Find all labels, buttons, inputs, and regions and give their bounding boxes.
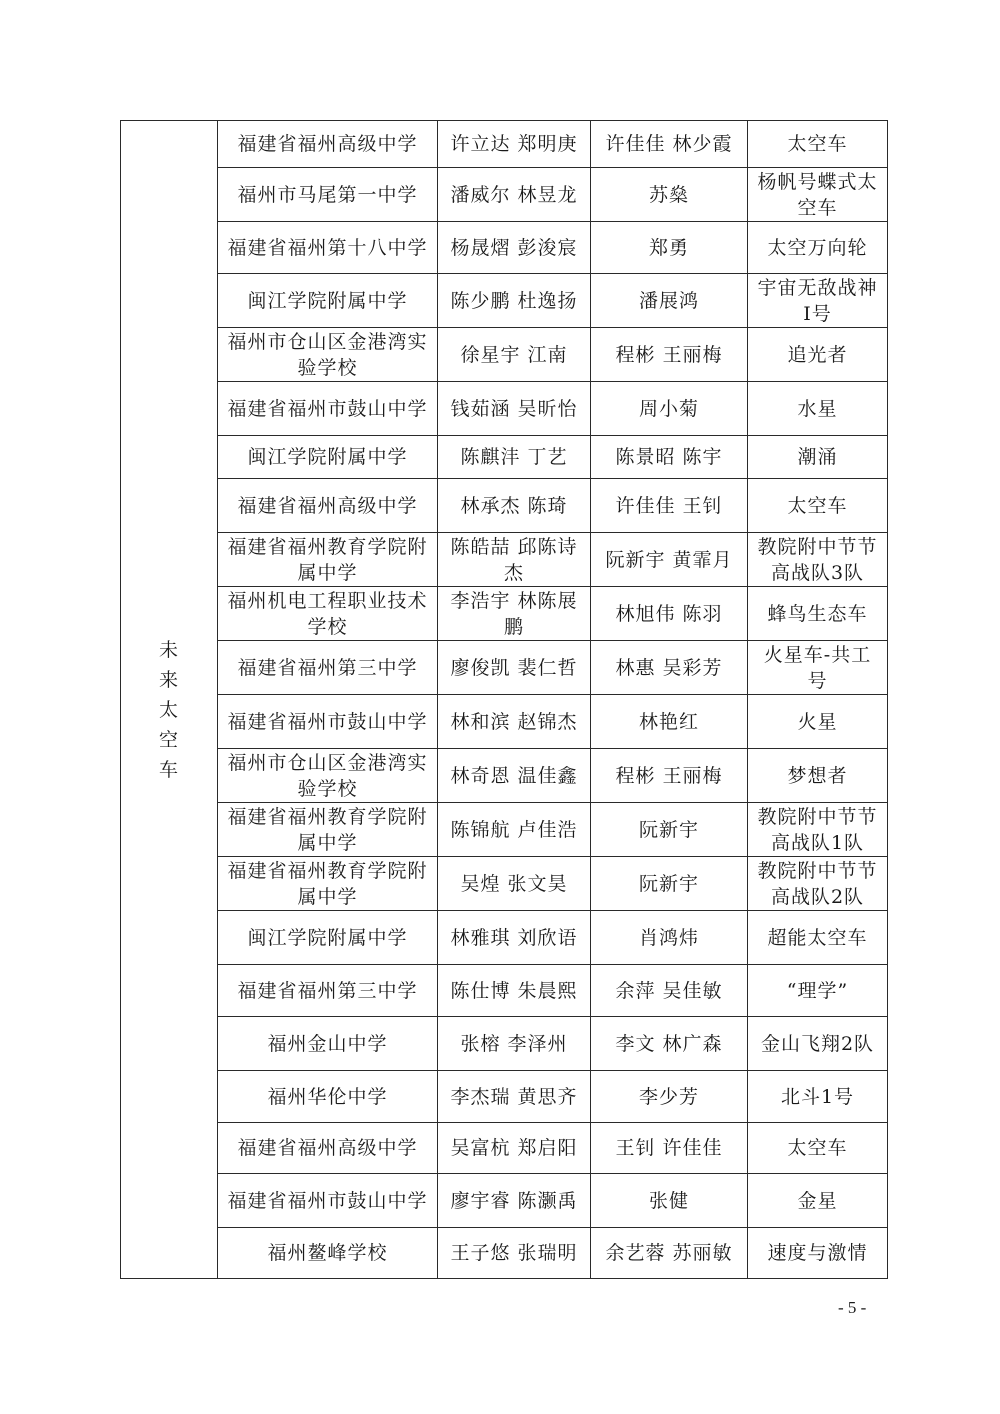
table-row: [121, 533, 888, 587]
students-cell: 潘威尔 林昱龙: [438, 168, 591, 222]
students-cell: 林承杰 陈琦: [438, 479, 591, 533]
students-cell: 吴煌 张文昊: [438, 857, 591, 911]
table-row: [121, 911, 888, 965]
work-cell: 水星: [748, 382, 888, 436]
school-cell: 福建省福州高级中学: [218, 121, 438, 168]
students-cell: 张榕 李泽州: [438, 1017, 591, 1071]
table-row: [121, 382, 888, 436]
teachers-cell: 许佳佳 王钊: [591, 479, 748, 533]
teachers-cell: 肖鸿炜: [591, 911, 748, 965]
school-cell: 福建省福州市鼓山中学: [218, 1174, 438, 1228]
students-cell: 陈少鹏 杜逸扬: [438, 274, 591, 328]
teachers-cell: 林旭伟 陈羽: [591, 587, 748, 641]
students-cell: 陈锦航 卢佳浩: [438, 803, 591, 857]
students-cell: 李浩宇 林陈展鹏: [438, 587, 591, 641]
school-cell: 福州鳌峰学校: [218, 1228, 438, 1279]
work-cell: 太空车: [748, 1123, 888, 1174]
teachers-cell: 许佳佳 林少霞: [591, 121, 748, 168]
teachers-cell: 程彬 王丽梅: [591, 328, 748, 382]
work-cell: 火星: [748, 695, 888, 749]
school-cell: 福州华伦中学: [218, 1071, 438, 1123]
students-cell: 许立达 郑明庚: [438, 121, 591, 168]
school-cell: 福建省福州第十八中学: [218, 222, 438, 274]
school-cell: 闽江学院附属中学: [218, 911, 438, 965]
table-row: [121, 1071, 888, 1123]
category-label: 未来太空车: [158, 638, 179, 781]
work-cell: 金山飞翔2队: [748, 1017, 888, 1071]
page-number: - 5 -: [838, 1298, 867, 1317]
teachers-cell: 程彬 王丽梅: [591, 749, 748, 803]
students-cell: 李杰瑞 黄思齐: [438, 1071, 591, 1123]
table-row: [121, 328, 888, 382]
teachers-cell: 阮新宇: [591, 857, 748, 911]
work-cell: 潮涌: [748, 436, 888, 479]
students-cell: 廖宇睿 陈灏禹: [438, 1174, 591, 1228]
table-row: [121, 803, 888, 857]
awards-table: [120, 120, 888, 1279]
table-row: [121, 1228, 888, 1279]
table-row: [121, 222, 888, 274]
teachers-cell: 阮新宇: [591, 803, 748, 857]
school-cell: 闽江学院附属中学: [218, 436, 438, 479]
work-cell: 教院附中节节高战队2队: [748, 857, 888, 911]
students-cell: 林奇恩 温佳鑫: [438, 749, 591, 803]
school-cell: 福建省福州教育学院附属中学: [218, 857, 438, 911]
students-cell: 杨晟熠 彭浚宸: [438, 222, 591, 274]
work-cell: 蜂鸟生态车: [748, 587, 888, 641]
teachers-cell: 李少芳: [591, 1071, 748, 1123]
teachers-cell: 王钊 许佳佳: [591, 1123, 748, 1174]
table-row: [121, 479, 888, 533]
work-cell: 北斗1号: [748, 1071, 888, 1123]
students-cell: 林雅琪 刘欣语: [438, 911, 591, 965]
work-cell: 追光者: [748, 328, 888, 382]
table-row: [121, 436, 888, 479]
awards-table-body: [121, 121, 888, 1279]
teachers-cell: 张健: [591, 1174, 748, 1228]
students-cell: 廖俊凯 裴仁哲: [438, 641, 591, 695]
work-cell: 太空万向轮: [748, 222, 888, 274]
work-cell: 太空车: [748, 479, 888, 533]
teachers-cell: 苏燊: [591, 168, 748, 222]
table-row: [121, 641, 888, 695]
students-cell: 陈麒沣 丁艺: [438, 436, 591, 479]
table-row: [121, 695, 888, 749]
school-cell: 福州市马尾第一中学: [218, 168, 438, 222]
teachers-cell: 林艳红: [591, 695, 748, 749]
students-cell: 陈皓喆 邱陈诗杰: [438, 533, 591, 587]
work-cell: 宇宙无敌战神Ⅰ号: [748, 274, 888, 328]
school-cell: 福州金山中学: [218, 1017, 438, 1071]
work-cell: 超能太空车: [748, 911, 888, 965]
teachers-cell: 周小菊: [591, 382, 748, 436]
table-row: [121, 1017, 888, 1071]
school-cell: 福建省福州高级中学: [218, 479, 438, 533]
teachers-cell: 林惠 吴彩芳: [591, 641, 748, 695]
table-row: [121, 587, 888, 641]
category-cell: [121, 121, 218, 1279]
teachers-cell: 李文 林广森: [591, 1017, 748, 1071]
students-cell: 徐星宇 江南: [438, 328, 591, 382]
work-cell: 火星车-共工号: [748, 641, 888, 695]
students-cell: 林和滨 赵锦杰: [438, 695, 591, 749]
teachers-cell: 余艺蓉 苏丽敏: [591, 1228, 748, 1279]
students-cell: 陈仕博 朱晨熙: [438, 965, 591, 1017]
school-cell: 福建省福州第三中学: [218, 965, 438, 1017]
work-cell: 教院附中节节高战队1队: [748, 803, 888, 857]
school-cell: 福建省福州市鼓山中学: [218, 695, 438, 749]
students-cell: 吴富杭 郑启阳: [438, 1123, 591, 1174]
students-cell: 钱茹涵 吴昕怡: [438, 382, 591, 436]
school-cell: 福建省福州教育学院附属中学: [218, 533, 438, 587]
school-cell: 福州机电工程职业技术学校: [218, 587, 438, 641]
work-cell: 梦想者: [748, 749, 888, 803]
table-row: [121, 749, 888, 803]
work-cell: 金星: [748, 1174, 888, 1228]
school-cell: 福建省福州第三中学: [218, 641, 438, 695]
work-cell: “理学”: [748, 965, 888, 1017]
table-row: [121, 121, 888, 168]
table-row: [121, 274, 888, 328]
teachers-cell: 潘展鸿: [591, 274, 748, 328]
table-row: [121, 1123, 888, 1174]
work-cell: 教院附中节节高战队3队: [748, 533, 888, 587]
work-cell: 速度与激情: [748, 1228, 888, 1279]
teachers-cell: 陈景昭 陈宇: [591, 436, 748, 479]
school-cell: 福州市仓山区金港湾实验学校: [218, 328, 438, 382]
school-cell: 闽江学院附属中学: [218, 274, 438, 328]
work-cell: 太空车: [748, 121, 888, 168]
table-row: [121, 1174, 888, 1228]
teachers-cell: 余萍 吴佳敏: [591, 965, 748, 1017]
school-cell: 福建省福州市鼓山中学: [218, 382, 438, 436]
table-row: [121, 857, 888, 911]
school-cell: 福建省福州教育学院附属中学: [218, 803, 438, 857]
school-cell: 福州市仓山区金港湾实验学校: [218, 749, 438, 803]
school-cell: 福建省福州高级中学: [218, 1123, 438, 1174]
work-cell: 杨帆号蝶式太空车: [748, 168, 888, 222]
table-row: [121, 965, 888, 1017]
students-cell: 王子悠 张瑞明: [438, 1228, 591, 1279]
teachers-cell: 郑勇: [591, 222, 748, 274]
teachers-cell: 阮新宇 黄霏月: [591, 533, 748, 587]
table-row: [121, 168, 888, 222]
